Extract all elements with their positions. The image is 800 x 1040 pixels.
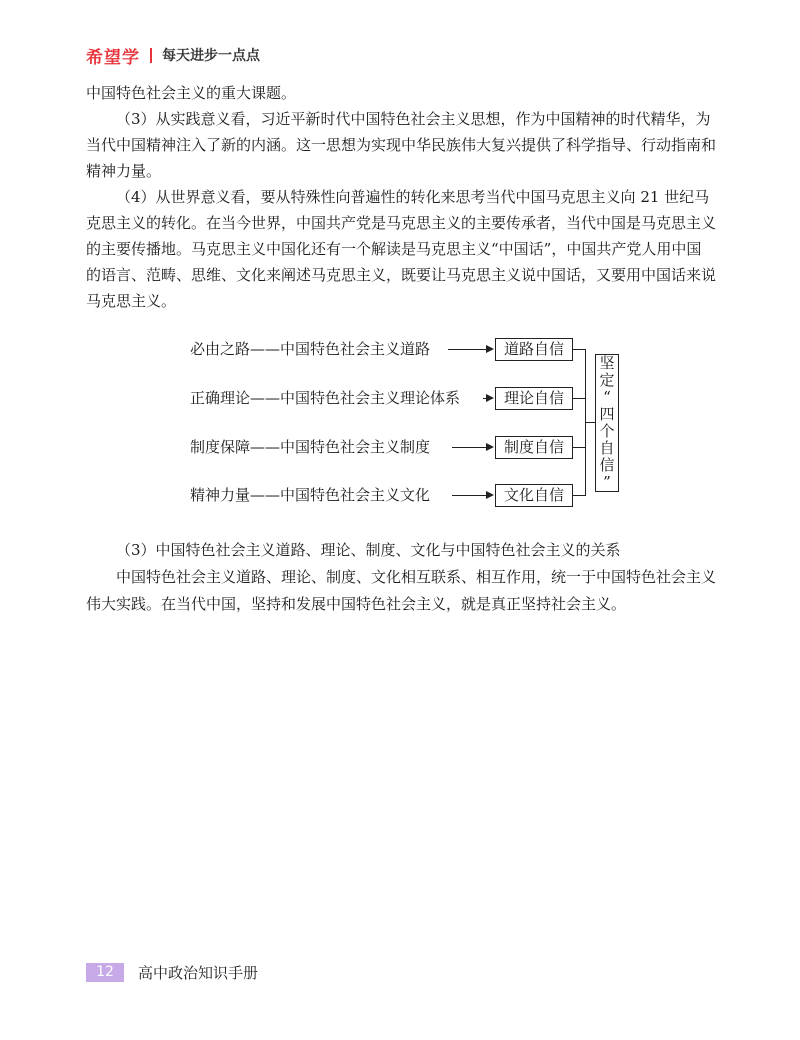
main-text xyxy=(86,80,716,314)
diagram-label-system: 制度保障——中国特色社会主义制度 xyxy=(190,438,431,456)
paragraph-world-significance: （4）从世界意义看，要从特殊性向普遍性的转化来思考当代中国马克思主义向 21 世纪马克思主义的转化。在当今世界，中国共产党是马克思主义的主要传承者，当代中国是马克思主义的主要传播地。马克思主义中国化还有一个解读是马克思主义“中国话”，中国共产党人用中国的语言、范畴、思维、文化来阐述马克思主义，既要让马克思主义说中国话，又要用中国话来说马克思主义。 xyxy=(86,188,717,310)
relationship-section xyxy=(86,537,716,618)
diagram-label-culture: 精神力量——中国特色社会主义文化 xyxy=(190,486,431,504)
bracket-line xyxy=(572,495,586,496)
arrow-line xyxy=(452,447,486,448)
box-theory-confidence: 理论自信 xyxy=(495,387,573,410)
section-body: 中国特色社会主义道路、理论、制度、文化相互联系、相互作用，统一于中国特色社会主义伟大实践。在当代中国，坚持和发展中国特色社会主义，就是真正坚持社会主义。 xyxy=(86,568,717,613)
summary-char: 四 xyxy=(599,405,615,423)
arrow-line xyxy=(452,495,486,496)
summary-char: 自 xyxy=(599,439,615,457)
page-number: 12 xyxy=(86,963,124,982)
header-slogan: 每天进步一点点 xyxy=(162,48,260,64)
brand-logo: 希望学 xyxy=(86,47,140,68)
box-four-confidences xyxy=(595,354,619,492)
bracket-line xyxy=(572,398,586,399)
summary-char: 坚 xyxy=(599,354,615,372)
arrow-head-icon xyxy=(486,345,494,353)
diagram-label-theory: 正确理论——中国特色社会主义理论体系 xyxy=(190,389,461,407)
summary-char: 个 xyxy=(599,422,615,440)
box-system-confidence: 制度自信 xyxy=(495,436,573,459)
box-road-confidence: 道路自信 xyxy=(495,338,573,361)
four-confidences-diagram xyxy=(190,330,630,520)
arrow-head-icon xyxy=(486,491,494,499)
summary-char: ” xyxy=(603,473,611,491)
header-divider xyxy=(150,48,152,63)
summary-char: 定 xyxy=(599,371,615,389)
arrow-head-icon xyxy=(486,394,494,402)
paragraph-continuation: 中国特色社会主义的重大课题。 xyxy=(86,84,297,102)
book-title: 高中政治知识手册 xyxy=(138,964,259,982)
bracket-link-line xyxy=(586,422,595,423)
page-footer xyxy=(86,962,258,983)
arrow-head-icon xyxy=(486,443,494,451)
summary-char: “ xyxy=(603,388,611,406)
paragraph-practical-significance: （3）从实践意义看，习近平新时代中国特色社会主义思想，作为中国精神的时代精华，为当代中国精神注入了新的内涵。这一思想为实现中华民族伟大复兴提供了科学指导、行动指南和精神力量。 xyxy=(86,110,717,180)
summary-char: 信 xyxy=(599,456,615,474)
page-header xyxy=(86,40,260,70)
box-culture-confidence: 文化自信 xyxy=(495,484,573,507)
bracket-line xyxy=(572,349,586,350)
diagram-label-road: 必由之路——中国特色社会主义道路 xyxy=(190,340,431,358)
bracket-line xyxy=(572,447,586,448)
arrow-line xyxy=(448,349,486,350)
section-heading: （3）中国特色社会主义道路、理论、制度、文化与中国特色社会主义的关系 xyxy=(116,541,621,559)
